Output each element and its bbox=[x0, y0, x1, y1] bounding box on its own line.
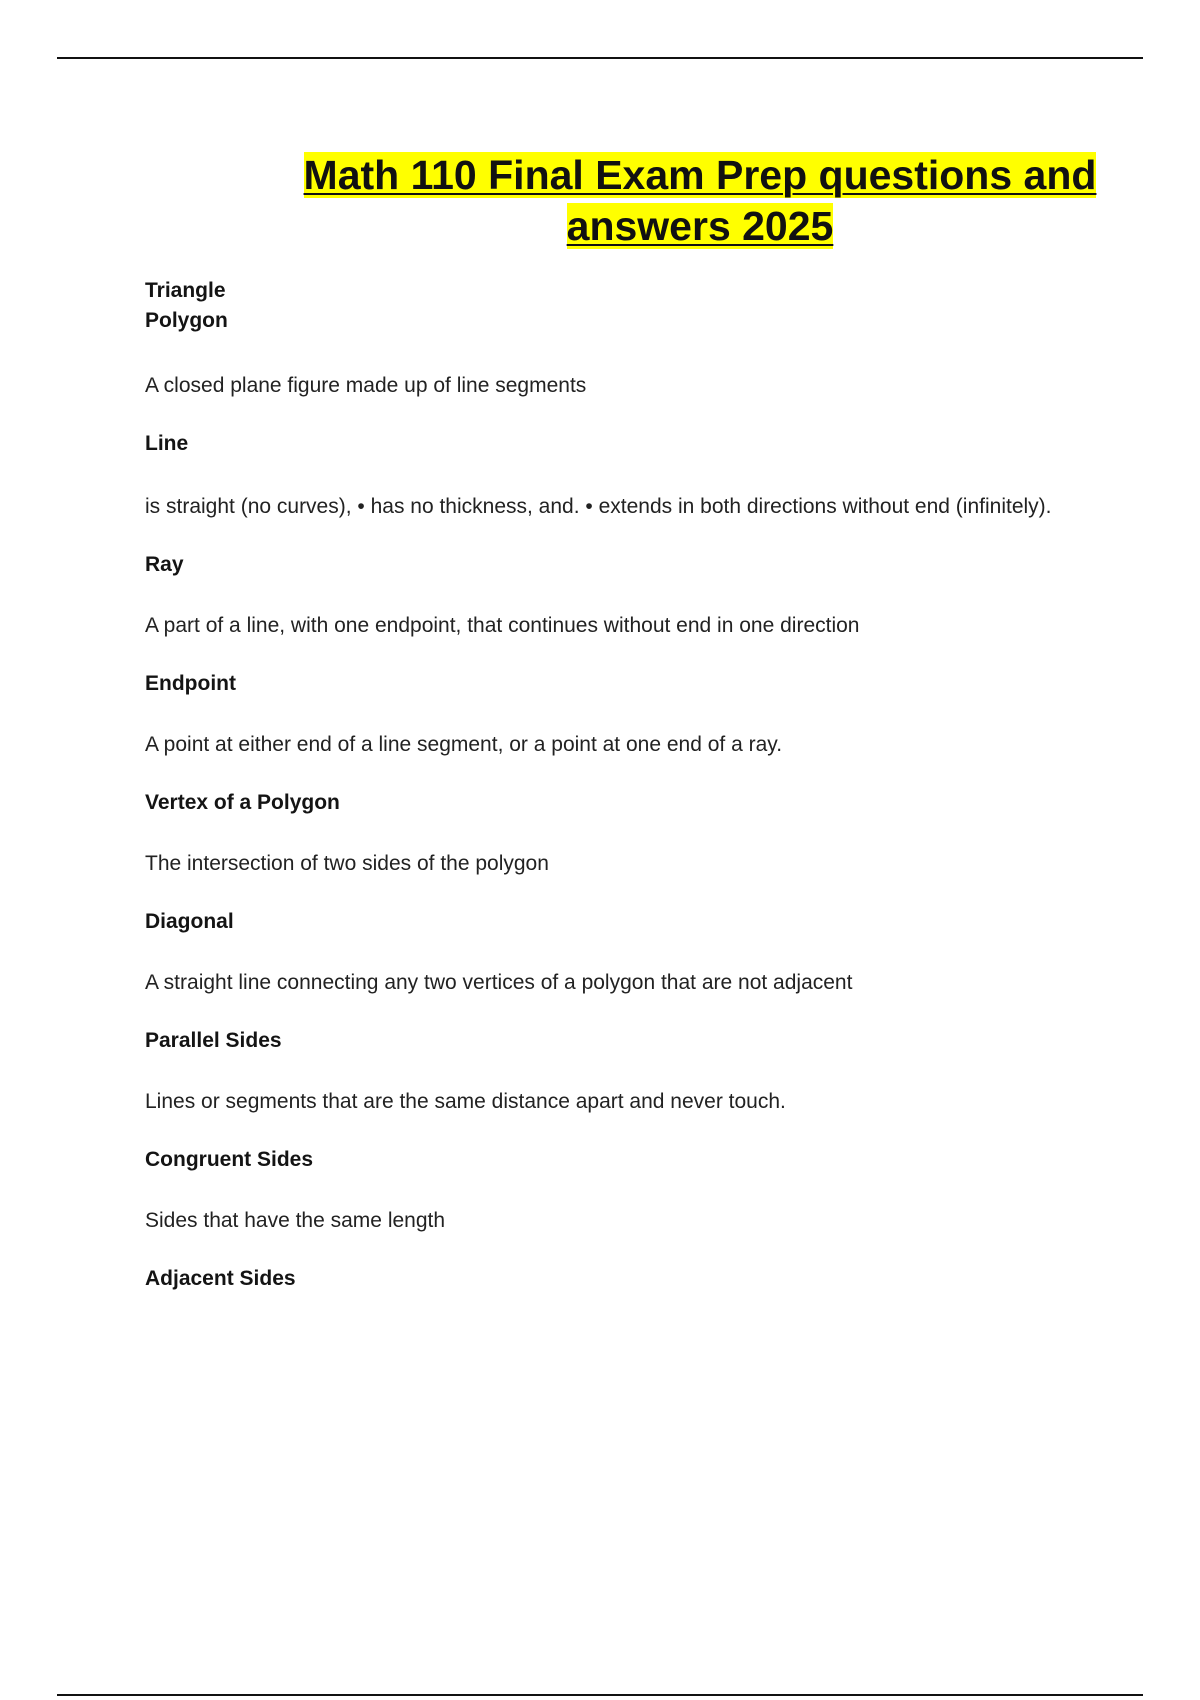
definition-line: is straight (no curves), • has no thickness, and. • extends in both directions without end (infinitely). bbox=[145, 495, 1052, 518]
definition-parallel-sides: Lines or segments that are the same distance apart and never touch. bbox=[145, 1090, 786, 1113]
definition-vertex-of-a-polygon: The intersection of two sides of the polygon bbox=[145, 852, 549, 875]
definition-diagonal: A straight line connecting any two vertices of a polygon that are not adjacent bbox=[145, 971, 853, 994]
bottom-rule bbox=[57, 1694, 1143, 1696]
definition-congruent-sides: Sides that have the same length bbox=[145, 1209, 446, 1232]
term-ray: Ray bbox=[145, 553, 184, 576]
term-diagonal: Diagonal bbox=[145, 910, 234, 933]
definition-ray: A part of a line, with one endpoint, that continues without end in one direction bbox=[145, 614, 860, 637]
qa-list bbox=[145, 276, 1085, 1294]
term-adjacent-sides: Adjacent Sides bbox=[145, 1267, 296, 1290]
term-parallel-sides: Parallel Sides bbox=[145, 1029, 282, 1052]
term-triangle: Triangle bbox=[145, 279, 226, 302]
term-congruent-sides: Congruent Sides bbox=[145, 1148, 314, 1171]
term-polygon: Polygon bbox=[145, 309, 228, 332]
document-title: Math 110 Final Exam Prep questions and answers 2025 bbox=[303, 152, 1097, 249]
term-line: Line bbox=[145, 432, 189, 455]
term-vertex-of-a-polygon: Vertex of a Polygon bbox=[145, 791, 340, 814]
title-block bbox=[290, 150, 1110, 252]
definition-endpoint: A point at either end of a line segment, or a point at one end of a ray. bbox=[145, 733, 783, 756]
top-rule bbox=[57, 57, 1143, 59]
definition-polygon: A closed plane figure made up of line segments bbox=[145, 374, 587, 397]
term-endpoint: Endpoint bbox=[145, 672, 236, 695]
